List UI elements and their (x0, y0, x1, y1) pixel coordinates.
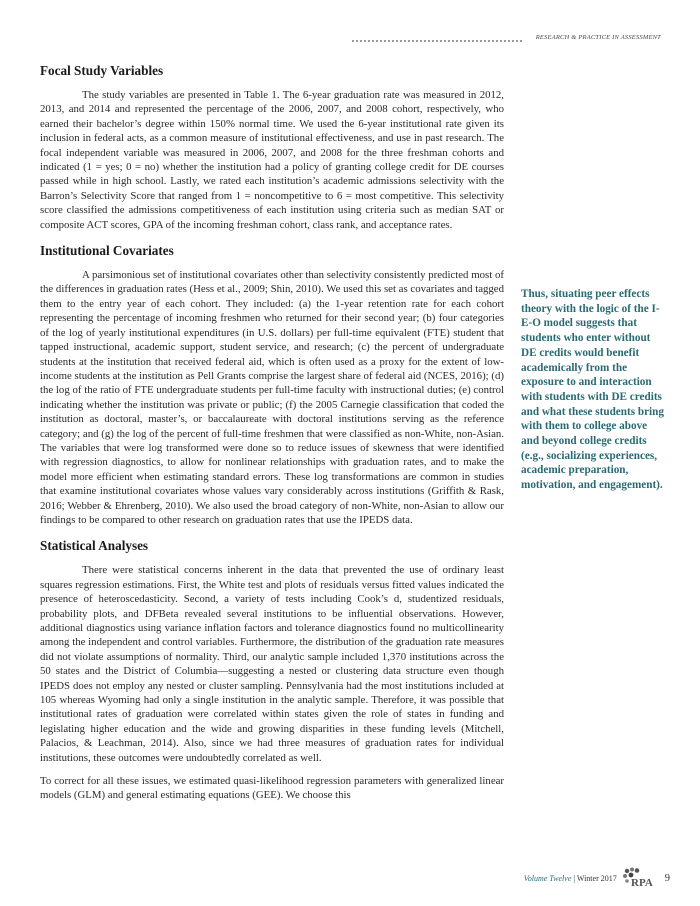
paragraph: There were statistical concerns inherent in the data that prevented the use of ordinary least squares regression estimations. First, the White test and plots of residuals versus fitted values indicated the presence of heteroscedasticity. Second, a variety of tests including Cook’s d, studentized residuals, probability plots, and DFBeta revealed several institutions to be influential observations. However, additional diagnostics using variance inflation factors and tolerance diagnostics found no multicollinearity among the independent and control variables. Furthermore, the distribution of the graduation rate measures did not violate assumptions of normality. Third, our analytic sample included 1,370 institutions across the 50 states and the District of Columbia—suggesting a nested or clustering data structure even though IPEDS does not employ any nested or cluster sampling. Pennsylvania had the most institutions included at 105 whereas Wyoming had only a single institution in the analytic sample. Therefore, it was possible that institutional rates of graduation were correlated within states given the role of states in funding and legislating higher education and the wide and growing disparities in these funding levels (Mitchell, Palacios, & Leachman, 2014). Also, since we had three measures of graduation rates for individual institutions, these outcomes were undoubtedly correlated as well. (40, 564, 504, 764)
paragraph: The study variables are presented in Table 1. The 6-year graduation rate was measured in 2012, 2013, and 2014 and represented the percentage of the 2006, 2007, and 2008 cohort, respectively, who earned their bachelor’s degree within 150% normal time. We used the 6-year institutional rate given its inclusion in federal acts, as a common measure of institutional effectiveness, and use in past research. The focal independent variable was measured in 2006, 2007, and 2008 for the three freshman cohorts and indicated (1 = yes; 0 = no) whether the institution had a policy of granting college credit for DE courses passed while in high school. Lastly, we rated each institution’s academic admissions selectivity with the Barron’s Selectivity Score that ranged from 1 = noncompetitive to 6 = most competitive. This selectivity score classified the admissions competitiveness of each institution using criteria such as median SAT or composite ACT scores, GPA of the incoming freshman cohort, class rank, and acceptance rates. (40, 89, 504, 231)
rpa-logo-icon (622, 867, 656, 889)
section-heading: Institutional Covariates (40, 243, 174, 259)
running-head: RESEARCH & PRACTICE IN ASSESSMENT (535, 34, 661, 41)
paragraph: To correct for all these issues, we estimated quasi-likelihood regression parameters with generalized linear models (GLM) and general estimating equations (GEE). We choose this (40, 775, 504, 802)
header-dotted-rule (352, 40, 522, 42)
page-number: 9 (664, 872, 670, 884)
paragraph: A parsimonious set of institutional covariates other than selectivity consistently predicted most of the differences in graduation rates (Hess et al., 2009; Shin, 2010). We used this set as covariates and tagged them to the entry year of each cohort. They included: (a) the 1-year retention rate for each cohort representing the percentage of incoming freshmen who returned for their second year; (b) four categories of the log of yearly institutional expenditures (in U.S. dollars) per full-time equivalent (FTE) student that tapped instructional, academic support, student service, and research; (c) the percent of undergraduate students at the institution that received federal aid, which is often used as a proxy for the extent of low-income students at the institution as Pell Grants comprise the largest share of federal aid (NCES, 2016); (d) the log of the ratio of FTE undergraduate students per full-time faculty with instructional duties; (e) control indicating whether the institution was private or public; (f) the 2005 Carnegie classification that coded the institution as doctoral, master’s, or baccalaureate with doctoral institutions serving as the reference category; and (g) the log of the percent of full-time freshmen that were classified as non-White, non-Asian. The variables that were log transformed were done so to reduce issues of skewness that were identified with regression diagnostics, to allow for nonlinear relationships with graduation rates, and to make the model more efficient when estimating standard errors. These log transformations are common in studies that examine institutional covariates whose values vary considerably across institutions (Griffith & Rask, 2016; Webber & Ehrenberg, 2010). We also used the broad category of non-White, non-Asian to allow our findings to be compared to other research on graduation rates that use the IPEDS data. (40, 269, 504, 526)
issue-label: | Winter 2017 (573, 873, 617, 883)
pull-quote: Thus, situating peer effects theory with the logic of the I-E-O model suggests that students who enter without DE credits would benefit academically from the exposure to and interaction with students with DE credits and what these students bring with them to college above and beyond college credits (e.g., socializing experiences, academic preparation, motivation, and engagement). (521, 288, 664, 492)
section-statistical-analyses (40, 538, 504, 803)
page-footer (524, 867, 670, 889)
section-heading: Focal Study Variables (40, 63, 164, 78)
volume-info (524, 874, 617, 883)
volume-label: Volume Twelve (523, 873, 572, 883)
section-institutional-covariates (40, 243, 504, 527)
section-focal-study-variables (40, 63, 504, 232)
main-column (40, 63, 504, 814)
section-heading: Statistical Analyses (40, 538, 149, 554)
logo-text: RPA (630, 877, 653, 889)
